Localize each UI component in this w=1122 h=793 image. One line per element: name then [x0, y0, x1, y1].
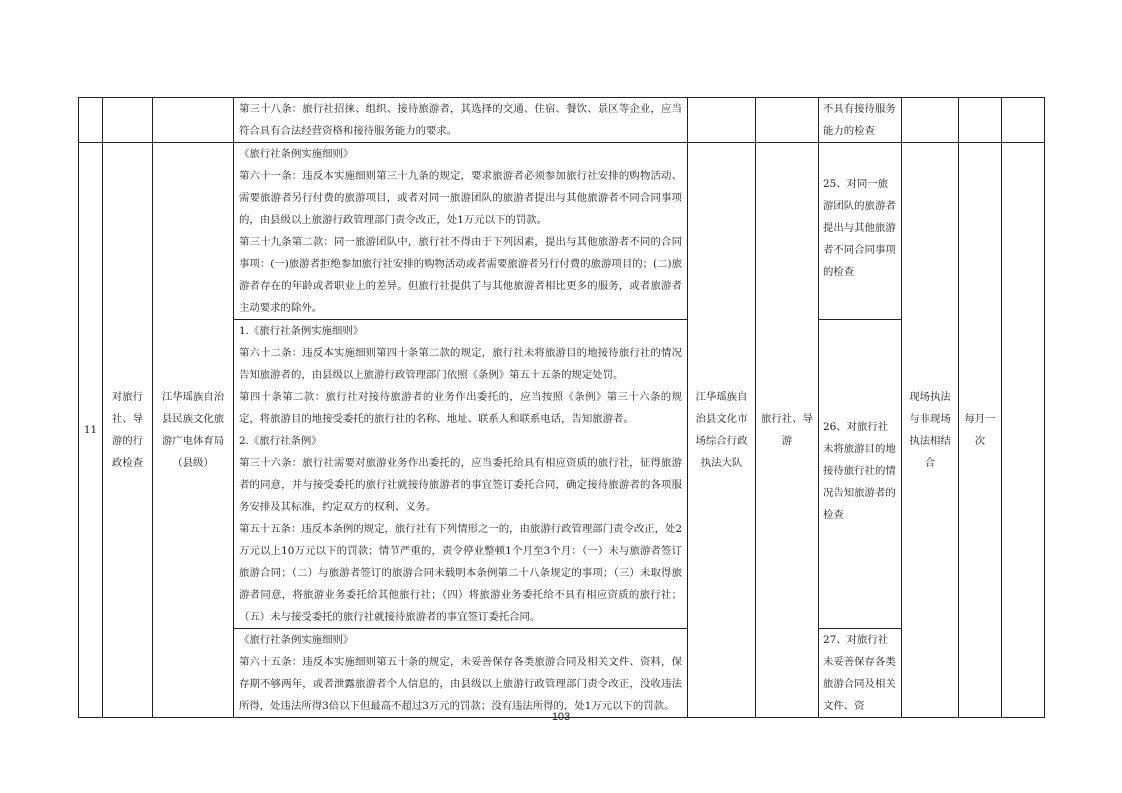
- law-paragraph: 《旅行社条例实施细则》: [239, 634, 354, 646]
- table-row-continued: [79, 98, 1045, 143]
- inspection-frequency: 每月一次: [959, 143, 1002, 718]
- table-row-11: [79, 143, 1045, 320]
- check-item-26: 26、对旅行社未将旅游目的地接待旅行社的情况告知旅游者的检查: [819, 320, 902, 629]
- law-paragraph: 第四十条第二款：旅行社对接待旅游者的业务作出委托的，应当按照《条例》第三十六条的规定，将旅游目的地接受委托的旅行社的名称、地址、联系人和联系电话，告知旅游者。: [239, 391, 682, 425]
- inspection-target: 旅行社、导游: [756, 143, 819, 718]
- law-text-cell-2: [234, 320, 688, 629]
- inspection-method: 现场执法与非现场执法相结合: [902, 143, 959, 718]
- law-paragraph: 第三十九条第二款：同一旅游团队中，旅行社不得由于下列因素，提出与其他旅游者不同的合同事项：(一)旅游者拒绝参加旅行社安排的购物活动或者需要旅游者另行付费的旅游项目的；(二)旅游者存在的年龄或者职业上的差异。但旅行社提供了与其他旅游者相比更多的服务，或者旅游者主动要求的除外。: [239, 236, 682, 314]
- row-number-cell: [79, 98, 103, 143]
- law-paragraph: 第六十二条：违反本实施细则第四十条第二款的规定，旅行社未将旅游目的地接待旅行社的情况告知旅游者的，由县级以上旅游行政管理部门依照《条例》第五十五条的规定处罚。: [239, 347, 682, 381]
- law-paragraph: 第三十八条：旅行社招徕、组织、接待旅游者，其选择的交通、住宿、餐饮、景区等企业，应当符合具有合法经营资格和接待服务能力的要求。: [239, 103, 682, 137]
- page-number: 103: [551, 711, 571, 723]
- target-cell: [756, 98, 819, 143]
- law-paragraph: 《旅行社条例实施细则》: [239, 148, 354, 160]
- inspection-category: 对旅行社、导游的行政检查: [103, 143, 153, 718]
- check-item-cell: 不具有接待服务能力的检查: [819, 98, 902, 143]
- law-text-cell-3: [234, 629, 688, 718]
- law-paragraph: 2.《旅行社条例》: [239, 435, 322, 447]
- category-cell: [103, 98, 153, 143]
- row-number: 11: [79, 143, 103, 718]
- law-paragraph: 1.《旅行社条例实施细则》: [239, 325, 364, 337]
- law-paragraph: 第六十一条：违反本实施细则第三十九条的规定，要求旅游者必须参加旅行社安排的购物活动、需要旅游者另行付费的旅游项目，或者对同一旅游团队的旅游者提出与其他旅游者不同合同事项的，由县级以上旅游行政管理部门责令改正，处1万元以下的罚款。: [239, 170, 682, 226]
- check-item-27: 27、对旅行社未妥善保存各类旅游合同及相关文件、资: [819, 629, 902, 718]
- inspection-authority: 江华瑶族自治县民族文化旅游广电体育局（县级）: [153, 143, 234, 718]
- executor-cell: [688, 98, 756, 143]
- method-cell: [902, 98, 959, 143]
- remark-cell: [1002, 98, 1045, 143]
- executing-agency: 江华瑶族自治县文化市场综合行政执法大队: [688, 143, 756, 718]
- inspection-table: [78, 97, 1045, 718]
- law-paragraph: 第六十五条：违反本实施细则第五十条的规定，未妥善保存各类旅游合同及相关文件、资料，保存期不够两年，或者泄露旅游者个人信息的，由县级以上旅游行政管理部门责令改正，没收违法所得，处违法所得3倍以下但最高不超过3万元的罚款；没有违法所得的，处1万元以下的罚款。: [239, 656, 682, 712]
- law-paragraph: 第五十五条：违反本条例的规定，旅行社有下列情形之一的，由旅游行政管理部门责令改正，处2万元以上10万元以下的罚款；情节严重的，责令停业整顿1个月至3个月：（一）未与旅游者签订旅游合同；（二）与旅游者签订的旅游合同未载明本条例第二十八条规定的事项；（三）未取得旅游者同意，将旅游业务委托给其他旅行社；（四）将旅游业务委托给不具有相应资质的旅行社；（五）未与接受委托的旅行社就接待旅游者的事宜签订委托合同。: [239, 523, 683, 623]
- frequency-cell: [959, 98, 1002, 143]
- law-text-cell: [234, 98, 688, 143]
- remark-cell: [1002, 143, 1045, 718]
- law-paragraph: 第三十六条：旅行社需要对旅游业务作出委托的，应当委托给具有相应资质的旅行社，征得旅游者的同意，并与接受委托的旅行社就接待旅游者的事宜签订委托合同，确定接待旅游者的各项服务安排及其标准，约定双方的权利、义务。: [239, 457, 682, 513]
- check-item-25: 25、对同一旅游团队的旅游者提出与其他旅游者不同合同事项的检查: [819, 143, 902, 320]
- law-text-cell-1: [234, 143, 688, 320]
- authority-cell: [153, 98, 234, 143]
